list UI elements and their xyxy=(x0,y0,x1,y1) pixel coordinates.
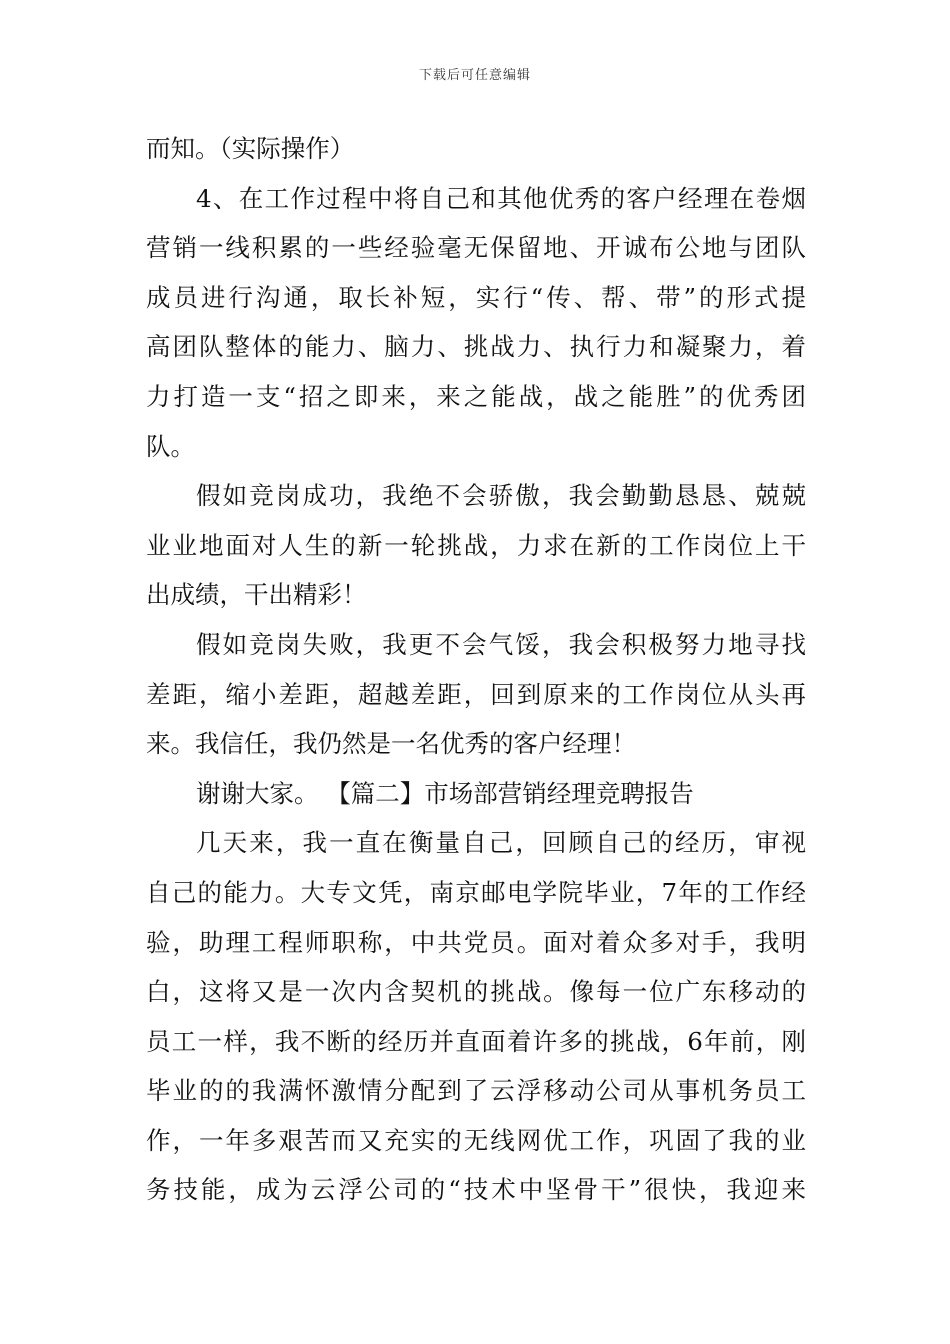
text-line: 务技能，成为云浮公司的“技术中坚骨干”很快，我迎来 xyxy=(146,1175,806,1205)
text-line: 作，一年多艰苦而又充实的无线网优工作，巩固了我的业 xyxy=(146,1125,806,1155)
text-line: 假如竞岗成功，我绝不会骄傲，我会勤勤恳恳、兢兢 xyxy=(196,481,806,511)
text-line: 成员进行沟通，取长补短，实行“传、帮、带”的形式提 xyxy=(146,282,806,312)
text-line: 员工一样，我不断的经历并直面着许多的挑战，6年前，刚 xyxy=(146,1026,806,1056)
text-line: 4、在工作过程中将自己和其他优秀的客户经理在卷烟 xyxy=(196,183,806,213)
text-line: 白，这将又是一次内含契机的挑战。像每一位广东移动的 xyxy=(146,977,806,1007)
text-line: 队。 xyxy=(146,431,195,461)
text-line: 假如竞岗失败，我更不会气馁，我会积极努力地寻找 xyxy=(196,629,806,659)
text-line: 来。我信任，我仍然是一名优秀的客户经理！ xyxy=(146,729,636,759)
text-line: 差距，缩小差距，超越差距，回到原来的工作岗位从头再 xyxy=(146,679,806,709)
text-line: 业业地面对人生的新一轮挑战，力求在新的工作岗位上干 xyxy=(146,530,806,560)
text-line: 几天来，我一直在衡量自己，回顾自己的经历，审视 xyxy=(196,828,806,858)
text-line: 出成绩，干出精彩！ xyxy=(146,580,367,610)
text-line: 高团队整体的能力、脑力、挑战力、执行力和凝聚力，着 xyxy=(146,332,806,362)
text-line: 营销一线积累的一些经验毫无保留地、开诚布公地与团队 xyxy=(146,233,806,263)
document-body xyxy=(146,124,806,1215)
page-header: 下载后可任意编辑 xyxy=(418,68,531,83)
text-line: 毕业的的我满怀激情分配到了云浮移动公司从事机务员工 xyxy=(146,1076,806,1106)
text-line: 验，助理工程师职称，中共党员。面对着众多对手，我明 xyxy=(146,927,806,957)
text-line: 自己的能力。大专文凭，南京邮电学院毕业，7年的工作经 xyxy=(146,877,806,907)
text-line: 而知。（实际操作） xyxy=(146,134,355,163)
text-line: 力打造一支“招之即来，来之能战，战之能胜”的优秀团 xyxy=(146,381,806,411)
text-line: 谢谢大家。 【篇二】市场部营销经理竞聘报告 xyxy=(196,778,694,808)
